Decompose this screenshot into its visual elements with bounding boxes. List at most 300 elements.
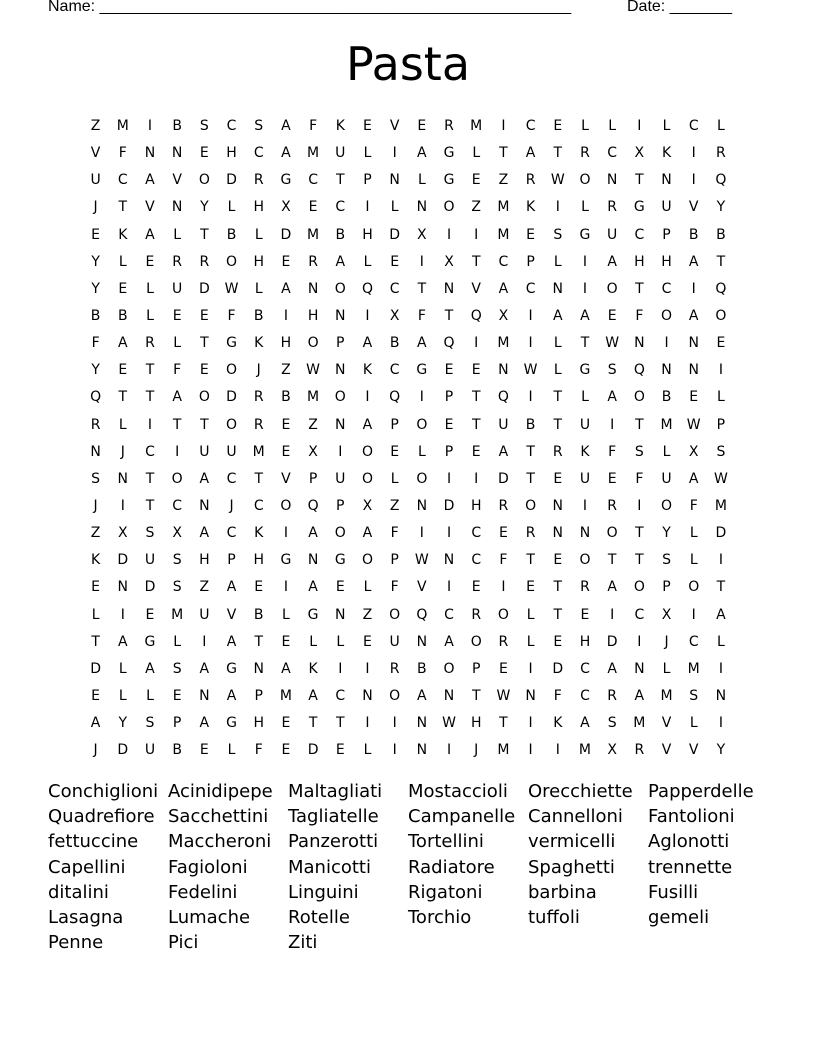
grid-letter: H <box>253 552 264 569</box>
grid-letter: C <box>634 606 645 623</box>
grid-letter: X <box>362 497 373 514</box>
grid-letter: C <box>389 362 400 379</box>
grid-letter: W <box>442 715 456 732</box>
grid-letter: T <box>526 552 535 569</box>
grid-letter: S <box>172 552 182 569</box>
grid-letter: I <box>446 226 452 243</box>
grid-letter: A <box>688 470 699 487</box>
grid-letter: M <box>633 715 646 732</box>
grid-letter: S <box>662 552 671 569</box>
grid-letter: R <box>444 118 454 134</box>
grid-letter: L <box>363 145 372 162</box>
grid-letter: Y <box>91 253 100 270</box>
grid-letter: D <box>90 660 101 677</box>
grid-letter: U <box>389 633 400 650</box>
grid-letter: O <box>579 552 591 569</box>
grid-letter: I <box>610 416 615 433</box>
grid-letter: Q <box>470 307 482 324</box>
grid-letter: O <box>416 416 428 433</box>
grid-letter: E <box>199 145 209 162</box>
grid-letter: O <box>416 470 428 487</box>
grid-letter: U <box>199 443 210 460</box>
grid-letter: M <box>497 742 510 759</box>
grid-letter: I <box>637 633 642 650</box>
grid-letter: E <box>390 443 400 460</box>
grid-letter: Z <box>308 416 318 433</box>
grid-letter: I <box>528 335 533 352</box>
grid-letter: L <box>417 172 426 189</box>
grid-letter: O <box>334 280 346 297</box>
grid-letter: A <box>226 579 237 596</box>
grid-letter: E <box>607 470 617 487</box>
word-list-item: Orecchiette <box>528 781 633 802</box>
grid-letter: T <box>471 389 481 406</box>
grid-letter: E <box>363 633 372 650</box>
grid-letter: A <box>362 525 373 542</box>
grid-letter: E <box>444 362 454 379</box>
grid-letter: N <box>416 199 428 216</box>
grid-letter: C <box>525 280 536 297</box>
page-title: Pasta <box>345 37 471 91</box>
grid-letter: M <box>687 660 700 677</box>
grid-letter: O <box>361 552 373 569</box>
grid-letter: A <box>607 579 617 596</box>
grid-letter: I <box>365 307 370 324</box>
grid-letter: G <box>443 172 455 189</box>
grid-letter: Z <box>90 525 101 542</box>
grid-letter: L <box>526 606 535 623</box>
date-field-line: Date: _______ <box>627 0 732 15</box>
grid-letter: L <box>363 742 372 759</box>
grid-letter: C <box>634 226 645 243</box>
word-list-item: vermicelli <box>528 831 616 853</box>
grid-letter: O <box>688 579 700 596</box>
grid-letter: T <box>118 389 128 406</box>
grid-letter: R <box>253 172 264 189</box>
word-list-item: Cannelloni <box>528 806 623 828</box>
grid-letter: L <box>553 253 562 270</box>
grid-letter: T <box>635 525 644 542</box>
grid-letter: A <box>281 660 291 677</box>
grid-letter: X <box>688 443 699 460</box>
word-list-item: Manicotti <box>288 856 371 878</box>
grid-letter: E <box>498 660 508 677</box>
word-list-item: Papperdelle <box>648 781 754 802</box>
grid-letter: H <box>307 307 319 324</box>
grid-letter: H <box>579 633 591 650</box>
grid-letter: E <box>553 470 563 487</box>
grid-letter: L <box>118 660 127 677</box>
grid-letter: D <box>226 389 237 406</box>
grid-letter: K <box>580 443 590 460</box>
grid-letter: G <box>144 633 156 650</box>
grid-letter: S <box>145 525 155 542</box>
grid-letter: Y <box>662 525 671 542</box>
grid-letter: A <box>688 253 699 270</box>
grid-letter: M <box>497 335 510 352</box>
grid-letter: R <box>199 253 210 270</box>
grid-letter: A <box>580 715 590 732</box>
grid-letter: E <box>444 416 454 433</box>
grid-letter: G <box>280 172 292 189</box>
grid-letter: O <box>198 172 210 189</box>
grid-letter: A <box>226 633 237 650</box>
grid-letter: G <box>226 715 237 732</box>
word-list-item: Fantolioni <box>648 806 735 828</box>
grid-letter: P <box>227 552 236 569</box>
grid-letter: A <box>226 687 237 704</box>
grid-letter: A <box>417 335 427 352</box>
grid-letter: A <box>145 660 155 677</box>
grid-letter: L <box>227 742 236 759</box>
grid-letter: C <box>580 687 590 704</box>
grid-letter: C <box>471 525 482 542</box>
grid-letter: N <box>552 280 564 297</box>
grid-letter: V <box>417 579 427 596</box>
grid-letter: T <box>553 579 563 596</box>
grid-letter: I <box>147 416 153 433</box>
grid-letter: N <box>307 552 319 569</box>
word-list-item: Lumache <box>168 906 251 928</box>
grid-letter: E <box>553 118 563 134</box>
grid-letter: X <box>498 307 509 324</box>
grid-letter: C <box>688 633 699 650</box>
grid-letter: P <box>363 172 372 189</box>
grid-letter: I <box>610 606 615 623</box>
grid-letter: O <box>470 633 482 650</box>
grid-letter: B <box>389 335 400 352</box>
grid-letter: I <box>392 715 397 732</box>
grid-letter: D <box>606 633 618 650</box>
grid-letter: R <box>580 145 590 162</box>
grid-letter: Q <box>307 497 319 514</box>
grid-letter: J <box>120 443 125 460</box>
grid-letter: A <box>688 307 699 324</box>
grid-letter: H <box>634 253 645 270</box>
grid-letter: A <box>607 253 617 270</box>
grid-letter: L <box>662 443 671 460</box>
grid-letter: I <box>474 226 479 243</box>
grid-letter: R <box>253 416 264 433</box>
grid-letter: B <box>281 389 291 406</box>
grid-letter: I <box>555 742 560 759</box>
grid-letter: C <box>226 525 237 542</box>
grid-letter: K <box>553 715 563 732</box>
word-list-item: Lasagna <box>48 906 124 928</box>
grid-letter: X <box>281 199 291 216</box>
grid-letter: T <box>526 470 535 487</box>
grid-letter: D <box>498 470 509 487</box>
grid-letter: Q <box>715 280 727 297</box>
grid-letter: U <box>335 145 346 162</box>
grid-letter: N <box>199 497 210 514</box>
grid-letter: C <box>308 172 318 189</box>
grid-letter: G <box>226 660 237 677</box>
grid-letter: E <box>363 118 372 134</box>
grid-letter: C <box>335 199 346 216</box>
grid-letter: L <box>417 443 426 460</box>
grid-letter: B <box>117 307 128 324</box>
grid-letter: A <box>199 715 210 732</box>
grid-letter: F <box>390 579 399 596</box>
grid-letter: X <box>661 606 672 623</box>
grid-letter: V <box>661 742 672 759</box>
grid-letter: P <box>390 552 399 569</box>
grid-letter: I <box>365 389 370 406</box>
grid-letter: O <box>661 307 673 324</box>
grid-letter: N <box>362 687 373 704</box>
grid-letter: R <box>607 687 618 704</box>
grid-letter: Y <box>200 199 209 216</box>
grid-letter: C <box>471 552 482 569</box>
grid-letter: R <box>607 497 618 514</box>
grid-letter: P <box>172 715 182 732</box>
grid-letter: T <box>580 335 590 352</box>
grid-letter: N <box>199 687 210 704</box>
grid-letter: V <box>389 118 400 134</box>
grid-letter: E <box>471 443 481 460</box>
grid-letter: Q <box>497 389 509 406</box>
grid-letter: N <box>579 525 591 542</box>
grid-letter: E <box>172 307 182 324</box>
grid-letter: A <box>362 335 373 352</box>
grid-letter: S <box>689 687 699 704</box>
grid-letter: A <box>607 660 617 677</box>
grid-letter: N <box>416 742 428 759</box>
grid-letter: R <box>145 335 155 352</box>
grid-letter: E <box>308 199 318 216</box>
grid-letter: M <box>307 389 320 406</box>
grid-letter: F <box>499 552 508 569</box>
grid-letter: W <box>306 362 321 379</box>
grid-letter: V <box>145 199 155 216</box>
grid-letter: B <box>172 742 182 759</box>
grid-letter: S <box>172 660 182 677</box>
grid-letter: A <box>417 145 427 162</box>
grid-letter: L <box>390 199 399 216</box>
grid-letter: D <box>144 579 156 596</box>
grid-letter: E <box>526 579 536 596</box>
grid-letter: I <box>446 470 452 487</box>
grid-letter: Z <box>498 172 509 189</box>
word-list-item: Pici <box>168 932 199 954</box>
grid-letter: H <box>253 715 264 732</box>
grid-letter: I <box>419 525 424 542</box>
grid-letter: M <box>279 687 292 704</box>
grid-letter: J <box>93 742 98 759</box>
grid-letter: R <box>498 497 509 514</box>
grid-letter: Y <box>716 742 726 759</box>
grid-letter: B <box>335 226 346 243</box>
word-list-item: Fagioloni <box>168 856 248 878</box>
grid-letter: O <box>633 389 645 406</box>
grid-letter: N <box>552 497 564 514</box>
grid-letter: T <box>254 470 263 487</box>
grid-letter: L <box>173 226 182 243</box>
grid-letter: N <box>335 606 346 623</box>
grid-letter: G <box>579 226 591 243</box>
grid-letter: M <box>497 226 510 243</box>
grid-letter: T <box>145 362 155 379</box>
grid-letter: L <box>146 687 154 704</box>
grid-letter: I <box>283 525 288 542</box>
grid-letter: Q <box>633 362 645 379</box>
grid-letter: U <box>90 172 101 189</box>
grid-letter: E <box>91 687 101 704</box>
grid-letter: B <box>253 606 264 623</box>
grid-letter: T <box>635 280 644 297</box>
grid-letter: S <box>91 470 101 487</box>
grid-letter: T <box>635 172 644 189</box>
grid-letter: O <box>497 606 509 623</box>
grid-letter: Y <box>91 362 100 379</box>
grid-letter: A <box>199 470 210 487</box>
word-list-item: Tagliatelle <box>288 806 379 828</box>
grid-letter: W <box>224 280 239 297</box>
grid-letter: V <box>172 172 182 189</box>
grid-letter: S <box>145 715 155 732</box>
grid-letter: D <box>389 226 401 243</box>
grid-letter: S <box>199 118 209 134</box>
grid-letter: T <box>172 416 182 433</box>
grid-letter: V <box>688 199 699 216</box>
grid-letter: A <box>308 579 318 596</box>
grid-letter: E <box>118 362 128 379</box>
grid-letter: F <box>689 497 698 514</box>
grid-letter: I <box>147 118 153 134</box>
grid-letter: B <box>716 226 726 243</box>
grid-letter: N <box>171 145 183 162</box>
grid-letter: D <box>552 660 564 677</box>
grid-letter: I <box>691 145 696 162</box>
grid-letter: D <box>280 226 292 243</box>
grid-letter: U <box>661 199 672 216</box>
grid-letter: O <box>334 389 346 406</box>
grid-letter: G <box>416 362 428 379</box>
grid-letter: Z <box>362 606 373 623</box>
grid-letter: B <box>253 307 264 324</box>
grid-letter: R <box>498 633 509 650</box>
grid-letter: D <box>443 497 455 514</box>
grid-letter: Q <box>443 335 455 352</box>
grid-letter: M <box>470 118 483 134</box>
grid-letter: O <box>443 199 455 216</box>
grid-letter: T <box>200 335 209 352</box>
grid-letter: P <box>254 687 263 704</box>
grid-letter: P <box>336 335 345 352</box>
grid-letter: L <box>526 633 535 650</box>
grid-letter: R <box>389 660 400 677</box>
grid-letter: Q <box>715 172 727 189</box>
grid-letter: P <box>444 443 454 460</box>
grid-letter: P <box>716 416 726 433</box>
grid-letter: F <box>553 687 562 704</box>
grid-letter: T <box>145 470 155 487</box>
grid-letter: W <box>523 362 538 379</box>
grid-letter: O <box>606 280 618 297</box>
grid-letter: A <box>498 443 509 460</box>
grid-letter: Q <box>416 606 428 623</box>
grid-letter: A <box>145 172 155 189</box>
grid-letter: O <box>334 525 346 542</box>
grid-letter: A <box>281 118 291 134</box>
grid-letter: G <box>579 362 591 379</box>
name-field-line: Name: _____________________________________________________ <box>48 0 572 15</box>
grid-letter: A <box>117 335 128 352</box>
grid-letter: I <box>528 715 533 732</box>
grid-letter: I <box>202 633 207 650</box>
grid-letter: J <box>256 362 261 379</box>
grid-letter: R <box>308 253 318 270</box>
grid-letter: L <box>717 118 725 134</box>
grid-letter: A <box>199 525 210 542</box>
grid-letter: U <box>335 470 346 487</box>
grid-letter: L <box>254 280 263 297</box>
grid-letter: L <box>581 199 589 216</box>
grid-letter: D <box>117 742 129 759</box>
grid-letter: L <box>309 633 317 650</box>
grid-letter: T <box>91 633 100 650</box>
grid-letter: E <box>471 579 481 596</box>
grid-letter: A <box>308 687 318 704</box>
grid-letter: I <box>718 660 723 677</box>
grid-letter: W <box>713 470 728 487</box>
grid-letter: E <box>553 552 563 569</box>
grid-letter: O <box>606 525 618 542</box>
grid-letter: O <box>226 253 238 270</box>
grid-letter: L <box>717 633 725 650</box>
grid-letter: K <box>526 199 536 216</box>
grid-letter: X <box>389 307 400 324</box>
grid-letter: P <box>662 579 671 596</box>
grid-letter: O <box>226 362 238 379</box>
grid-letter: C <box>498 253 509 270</box>
word-list-item: Conchiglioni <box>48 781 159 802</box>
grid-letter: C <box>335 687 346 704</box>
grid-letter: A <box>335 253 346 270</box>
grid-letter: N <box>443 552 455 569</box>
grid-letter: N <box>90 443 101 460</box>
grid-letter: N <box>171 199 183 216</box>
grid-letter: T <box>471 253 481 270</box>
grid-letter: L <box>91 606 100 623</box>
grid-letter: E <box>118 280 128 297</box>
grid-letter: O <box>307 335 319 352</box>
grid-letter: T <box>336 172 345 189</box>
grid-letter: F <box>390 525 399 542</box>
grid-letter: O <box>361 470 373 487</box>
grid-letter: T <box>145 389 155 406</box>
grid-letter: O <box>525 497 537 514</box>
word-list-item: Maltagliati <box>288 781 383 802</box>
grid-letter: K <box>91 552 101 569</box>
grid-letter: I <box>501 118 506 134</box>
grid-letter: I <box>691 280 696 297</box>
grid-letter: L <box>254 226 263 243</box>
grid-letter: I <box>120 497 125 514</box>
grid-letter: S <box>607 715 617 732</box>
grid-letter: T <box>200 416 209 433</box>
grid-letter: E <box>526 226 536 243</box>
grid-letter: M <box>252 443 265 460</box>
grid-letter: T <box>444 307 454 324</box>
grid-letter: N <box>416 497 428 514</box>
word-list-item: Spaghetti <box>528 856 615 878</box>
grid-letter: H <box>661 253 672 270</box>
grid-letter: D <box>715 525 727 542</box>
grid-letter: E <box>390 253 400 270</box>
grid-letter: P <box>308 470 318 487</box>
